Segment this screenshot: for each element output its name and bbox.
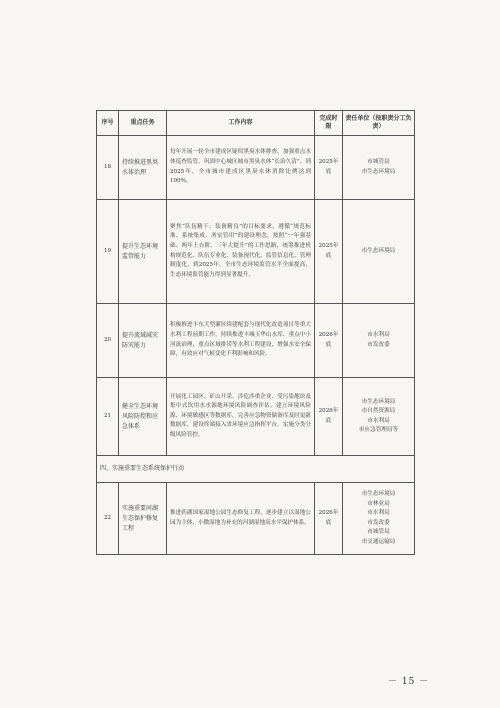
unit-name: 市生态环境局: [361, 491, 396, 497]
section-row: [97, 456, 415, 483]
unit-name: 市生态环境局: [361, 247, 396, 254]
row-no: 20: [97, 304, 119, 378]
row-no: 18: [97, 136, 119, 200]
page-number: － 15 －: [388, 677, 430, 687]
unit-name: 市水利局: [367, 510, 390, 516]
row-deadline: 2026年底: [315, 304, 343, 378]
unit-name: 市水利局: [367, 417, 390, 424]
row-units: [343, 483, 415, 555]
row-task: 提升生态环境监管能力: [119, 200, 167, 304]
row-deadline: 2026年底: [315, 483, 343, 555]
unit-name: 市发改委: [367, 519, 390, 526]
unit-name: 市应急管理局等: [358, 427, 399, 433]
row-task: 健全生态环境风险防控和应急体系: [119, 378, 167, 456]
unit-name: 市城管局: [367, 159, 390, 165]
row-deadline: 2026年底: [315, 378, 343, 456]
table-header-row: [97, 111, 415, 136]
row-content: 聚焦“队伍精干、装备精良”的目标要求，遵循“规范标准、系统集成、务实管用”的建设理念，按照“一年强基础、两年上台阶、三年大提升”的工作思路，统筹推进机构规范化、队伍专业化、装备现代化、监管信息化、管理制度化，到2025年，全市生态环境监管水平全面提高，生态环境监管能力得到显著提升。: [167, 200, 315, 304]
row-units: [343, 200, 415, 304]
table-row: [97, 200, 415, 304]
unit-name: 市交通运输局: [361, 538, 396, 545]
section-title: 四、实施重要生态系统保护行动: [97, 456, 415, 483]
header-task: 重点任务: [119, 111, 167, 136]
table-row: [97, 136, 415, 200]
row-deadline: 2025年底: [315, 136, 343, 200]
row-no: 19: [97, 200, 119, 304]
row-units: [343, 136, 415, 200]
unit-name: 市自然资源局: [361, 408, 396, 414]
task-table: [96, 110, 415, 555]
header-unit: 责任单位（按职责分工负责）: [343, 111, 415, 136]
header-content: 工作内容: [167, 111, 315, 136]
row-no: 21: [97, 378, 119, 456]
unit-name: 市林业局: [367, 500, 390, 507]
row-units: [343, 304, 415, 378]
unit-name: 市生态环境局: [361, 398, 396, 405]
unit-name: 市水利局: [367, 332, 390, 338]
header-no: 序号: [97, 111, 119, 136]
row-task: 提升流域减灾防灾能力: [119, 304, 167, 378]
unit-name: 市城管局: [367, 529, 390, 535]
unit-name: 市发改委: [367, 341, 390, 348]
table-row: [97, 378, 415, 456]
row-units: [343, 378, 415, 456]
row-deadline: 2025年底: [315, 200, 343, 304]
row-content: 开展化工园区、矿山开采、涉危涉重企业、受污染地块及集中式饮用水水源地环境风险调查评估，建立环境风险源、环境敏感区等数据库，完善应急物资储备库及时更新数据库，建设终端接入省环境应急指挥平台，实施分类分级风险管控。: [167, 378, 315, 456]
row-content: 推进药湖国家湿地公园生态修复工程，逐步建立以湿地公园为主体、小微湿地为补充的河湖湿地高水平保护体系。: [167, 483, 315, 555]
row-no: 22: [97, 483, 119, 555]
row-task: 持续推进黑臭水体治理: [119, 136, 167, 200]
row-content: 积极推进丰东大型灌区续建配套与现代化改造项目等重大水利工程前期工作，持续推进丰城玉华山水库、重点中小河流治理，重点区域排涝等水利工程建设，增强水安全保障，有效应对气候变化不利影响和风险。: [167, 304, 315, 378]
row-content: 每年开展一轮全市建成区疑似黑臭水体排查，加强重点水体巡查监管，巩固中心城区城市黑臭水体“长治久清”。到2025年，全市城市建成区黑臭水体消除比例达到100%。: [167, 136, 315, 200]
unit-name: 市生态环境局: [361, 168, 396, 175]
header-deadline: 完成时限: [315, 111, 343, 136]
row-task: 实施重要河湖生态保护修复工程: [119, 483, 167, 555]
table-row: [97, 304, 415, 378]
table-row: [97, 483, 415, 555]
